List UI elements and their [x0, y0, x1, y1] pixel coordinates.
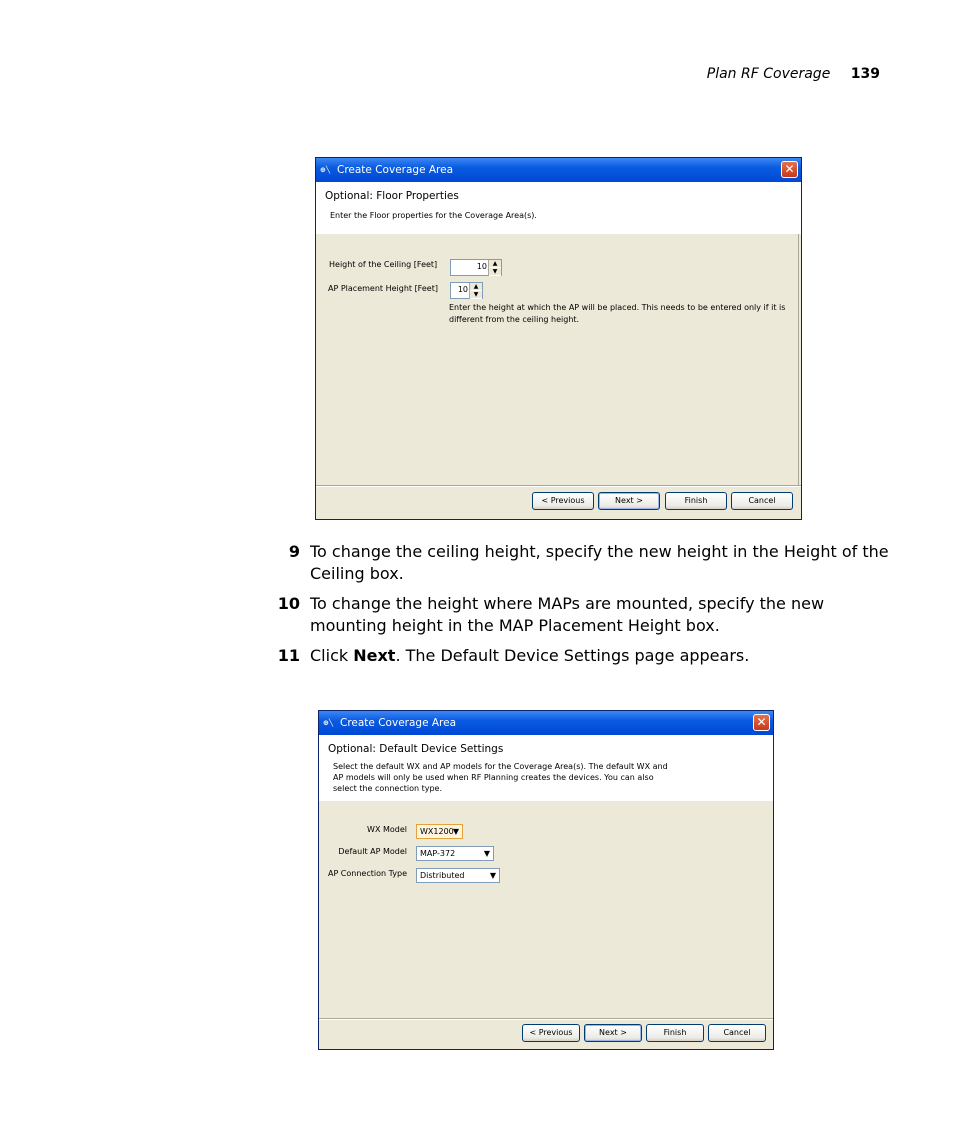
spin-down-icon[interactable]: ▼	[470, 291, 482, 299]
close-button[interactable]	[781, 161, 798, 178]
ceiling-height-value: 10	[476, 262, 487, 271]
step-number: 11	[277, 646, 300, 665]
panel-description: Select the default WX and AP models for the Coverage Area(s). The default WX and AP models will only be used when RF Planning creates the devices. You can also select the connection type.	[333, 762, 668, 793]
next-button[interactable]: Next >	[598, 492, 660, 510]
step-item	[270, 593, 890, 637]
spin-up-icon[interactable]: ▲	[470, 283, 482, 291]
panel-description: Enter the Floor properties for the Coverage Area(s).	[330, 211, 537, 220]
panel-heading: Optional: Floor Properties	[325, 190, 459, 202]
spin-down-icon[interactable]: ▼	[489, 268, 501, 276]
finish-button[interactable]: Finish	[665, 492, 727, 510]
connection-type-label: AP Connection Type	[327, 869, 407, 878]
wx-model-select[interactable]	[416, 824, 463, 839]
connection-type-select[interactable]	[416, 868, 500, 883]
cancel-button[interactable]: Cancel	[708, 1024, 766, 1042]
panel-heading: Optional: Default Device Settings	[328, 743, 504, 755]
button-separator	[316, 485, 801, 487]
close-icon: ✕	[784, 162, 795, 176]
step-text: To change the height where MAPs are mounted, specify the new mounting height in the MAP Placement Height box.	[310, 594, 825, 635]
step-number: 10	[277, 594, 300, 613]
finish-button[interactable]: Finish	[646, 1024, 704, 1042]
step-text-pre: Click	[310, 646, 354, 665]
section-title: Plan RF Coverage	[706, 66, 831, 82]
ap-height-value: 10	[457, 285, 468, 294]
ceiling-spinner-arrows[interactable]	[488, 260, 501, 275]
chevron-down-icon: ▼	[452, 827, 459, 836]
chevron-down-icon: ▼	[483, 849, 490, 858]
step-text-post: . The Default Device Settings page appears.	[395, 646, 750, 665]
app-icon: ⊕╲	[323, 719, 334, 727]
ap-model-value: MAP-372	[420, 849, 456, 858]
step-item	[270, 541, 890, 585]
device-settings-dialog	[318, 710, 774, 1050]
instruction-steps	[270, 541, 890, 675]
previous-button[interactable]: < Previous	[522, 1024, 580, 1042]
ap-spinner-arrows[interactable]	[469, 283, 482, 298]
close-button[interactable]	[753, 714, 770, 731]
spin-up-icon[interactable]: ▲	[489, 260, 501, 268]
step-text: To change the ceiling height, specify the new height in the Height of the Ceiling box.	[310, 542, 889, 583]
ceiling-height-label: Height of the Ceiling [Feet]	[329, 260, 438, 269]
wx-model-value: WX1200	[420, 827, 454, 836]
ap-height-label: AP Placement Height [Feet]	[328, 284, 438, 293]
dialog-titlebar	[319, 711, 773, 735]
wx-model-label: WX Model	[367, 825, 407, 834]
ap-model-label: Default AP Model	[338, 847, 407, 856]
scroll-edge	[798, 234, 799, 485]
dialog-title: Create Coverage Area	[337, 164, 454, 176]
floor-properties-dialog	[315, 157, 802, 520]
dialog-titlebar	[316, 158, 801, 182]
ap-height-spinner[interactable]	[450, 282, 483, 299]
connection-type-value: Distributed	[420, 871, 465, 880]
header-panel	[316, 182, 801, 234]
ceiling-height-spinner[interactable]	[450, 259, 502, 276]
page-number: 139	[850, 66, 880, 82]
chevron-down-icon: ▼	[489, 871, 496, 880]
close-icon: ✕	[756, 715, 767, 729]
step-number: 9	[288, 542, 300, 561]
dialog-title: Create Coverage Area	[340, 717, 457, 729]
app-icon: ⊕╲	[320, 166, 331, 174]
step-text-bold: Next	[353, 646, 396, 665]
form-panel	[316, 234, 801, 519]
ap-height-help: Enter the height at which the AP will be placed. This needs to be entered only if it is different from the ceiling height.	[449, 303, 786, 324]
form-panel	[319, 801, 773, 1049]
running-head	[600, 66, 880, 82]
next-button[interactable]: Next >	[584, 1024, 642, 1042]
step-text	[310, 645, 890, 667]
cancel-button[interactable]: Cancel	[731, 492, 793, 510]
button-separator	[319, 1018, 773, 1020]
previous-button[interactable]: < Previous	[532, 492, 594, 510]
header-panel	[319, 735, 773, 801]
ap-model-select[interactable]	[416, 846, 494, 861]
step-item	[270, 645, 890, 667]
